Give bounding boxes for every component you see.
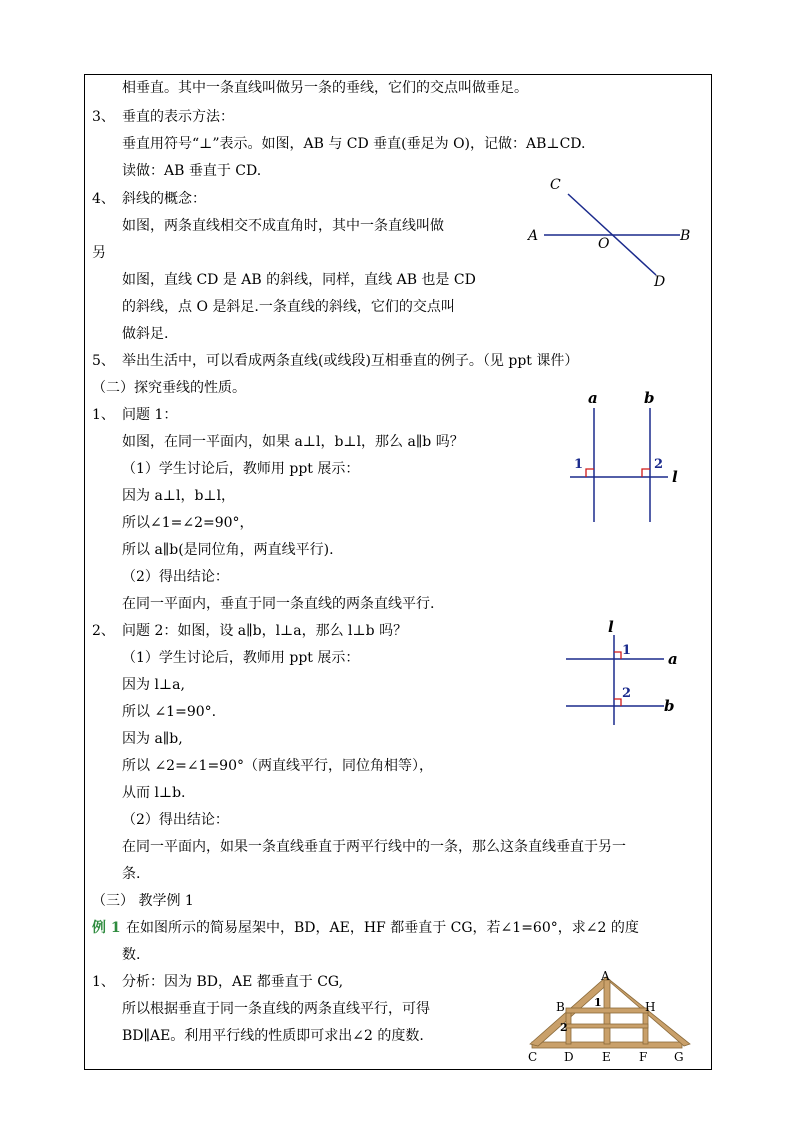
label-f: F: [639, 1050, 648, 1064]
label-b: B: [556, 1000, 565, 1014]
label-c: C: [550, 177, 561, 193]
label-a: a: [588, 389, 598, 407]
text-line: 在如图所示的简易屋架中，BD，AE，HF 都垂直于 CG，若∠1=60°，求∠2 的度: [126, 920, 639, 936]
item-number: 1、: [92, 974, 115, 990]
angle-2-label: 2: [622, 686, 632, 701]
label-c: C: [528, 1050, 538, 1064]
section-heading: （二）探究垂线的性质。: [92, 380, 246, 396]
text-line: 从而 l⊥b.: [122, 785, 186, 801]
text-line: 相垂直。其中一条直线叫做另一条的垂线，它们的交点叫做垂足。: [122, 80, 528, 96]
label-a: A: [601, 969, 610, 983]
label-o: O: [598, 236, 610, 252]
text-line: （2）得出结论：: [122, 812, 229, 828]
label-a: a: [668, 650, 678, 668]
example-label: 例 1: [92, 920, 121, 936]
parallel-perpendiculars-figure: [560, 386, 700, 526]
text-line: （2）得出结论：: [122, 569, 229, 585]
label-b: b: [664, 697, 675, 715]
roof-truss-figure: [520, 968, 696, 1064]
text-line: 因为 a⊥l，b⊥l，: [122, 488, 236, 504]
text-line: 因为 a∥b,: [122, 731, 183, 747]
label-e: E: [602, 1050, 611, 1064]
text-line: 的斜线，点 O 是斜足.一条直线的斜线，它们的交点叫: [122, 299, 455, 315]
text-line: 分析：因为 BD，AE 都垂直于 CG,: [122, 974, 344, 990]
text-line: 读做：AB 垂直于 CD.: [122, 163, 262, 179]
text-line: 数.: [122, 947, 141, 963]
label-l: l: [672, 468, 678, 486]
text-line: 如图，直线 CD 是 AB 的斜线，同样，直线 AB 也是 CD: [122, 272, 476, 288]
item-number: 5、: [92, 353, 115, 369]
label-b: b: [644, 389, 655, 407]
text-line: 如图，两条直线相交不成直角时，其中一条直线叫做: [122, 218, 444, 234]
text-line: （1）学生讨论后，教师用 ppt 展示：: [122, 650, 360, 666]
item-number: 4、: [92, 191, 115, 207]
text-line: 在同一平面内，如果一条直线垂直于两平行线中的一条，那么这条直线垂直于另一: [122, 839, 626, 855]
angle-1-label: 1: [594, 996, 602, 1009]
text-line: 所以 ∠1=90°.: [122, 704, 217, 720]
transversal-figure: [560, 617, 700, 727]
angle-1-label: 1: [574, 457, 584, 472]
item-number: 3、: [92, 109, 115, 125]
text-line: 另: [92, 245, 106, 261]
angle-2-label: 2: [654, 457, 664, 472]
text-line: 问题 1：: [122, 407, 178, 423]
section-heading: （三） 教学例 1: [92, 893, 194, 909]
text-line: 做斜足.: [122, 326, 169, 342]
label-d: D: [654, 274, 666, 290]
text-line: 斜线的概念：: [122, 191, 206, 207]
text-line: 问题 2：如图，设 a∥b，l⊥a，那么 l⊥b 吗？: [122, 623, 408, 639]
oblique-lines-figure: [520, 172, 700, 292]
label-h: H: [645, 1000, 656, 1014]
text-line: （1）学生讨论后，教师用 ppt 展示：: [122, 461, 360, 477]
text-line: 垂直的表示方法：: [122, 109, 234, 125]
text-line: 条.: [122, 866, 141, 882]
text-line: BD∥AE。利用平行线的性质即可求出∠2 的度数.: [122, 1028, 424, 1044]
label-b: B: [680, 228, 691, 244]
item-number: 2、: [92, 623, 115, 639]
angle-2-label: 2: [560, 1021, 568, 1034]
label-g: G: [674, 1050, 684, 1064]
label-a: A: [528, 228, 539, 244]
text-line: 所以 ∠2=∠1=90°（两直线平行，同位角相等），: [122, 758, 433, 774]
text-line: 因为 l⊥a,: [122, 677, 185, 693]
text-line: 所以∠1=∠2=90°，: [122, 515, 254, 531]
text-line: 举出生活中，可以看成两条直线(或线段)互相垂直的例子。（见 ppt 课件）: [122, 353, 579, 369]
text-line: 所以根据垂直于同一条直线的两条直线平行，可得: [122, 1001, 430, 1017]
text-line: 如图，在同一平面内，如果 a⊥l，b⊥l，那么 a∥b 吗？: [122, 434, 464, 450]
text-line: 所以 a∥b(是同位角，两直线平行).: [122, 542, 334, 558]
label-l: l: [608, 618, 614, 636]
item-number: 1、: [92, 407, 115, 423]
label-d: D: [564, 1050, 574, 1064]
text-line: 在同一平面内，垂直于同一条直线的两条直线平行.: [122, 596, 435, 612]
text-line: 垂直用符号“⊥”表示。如图，AB 与 CD 垂直(垂足为 O)，记做：AB⊥CD.: [122, 136, 586, 152]
angle-1-label: 1: [622, 643, 632, 658]
